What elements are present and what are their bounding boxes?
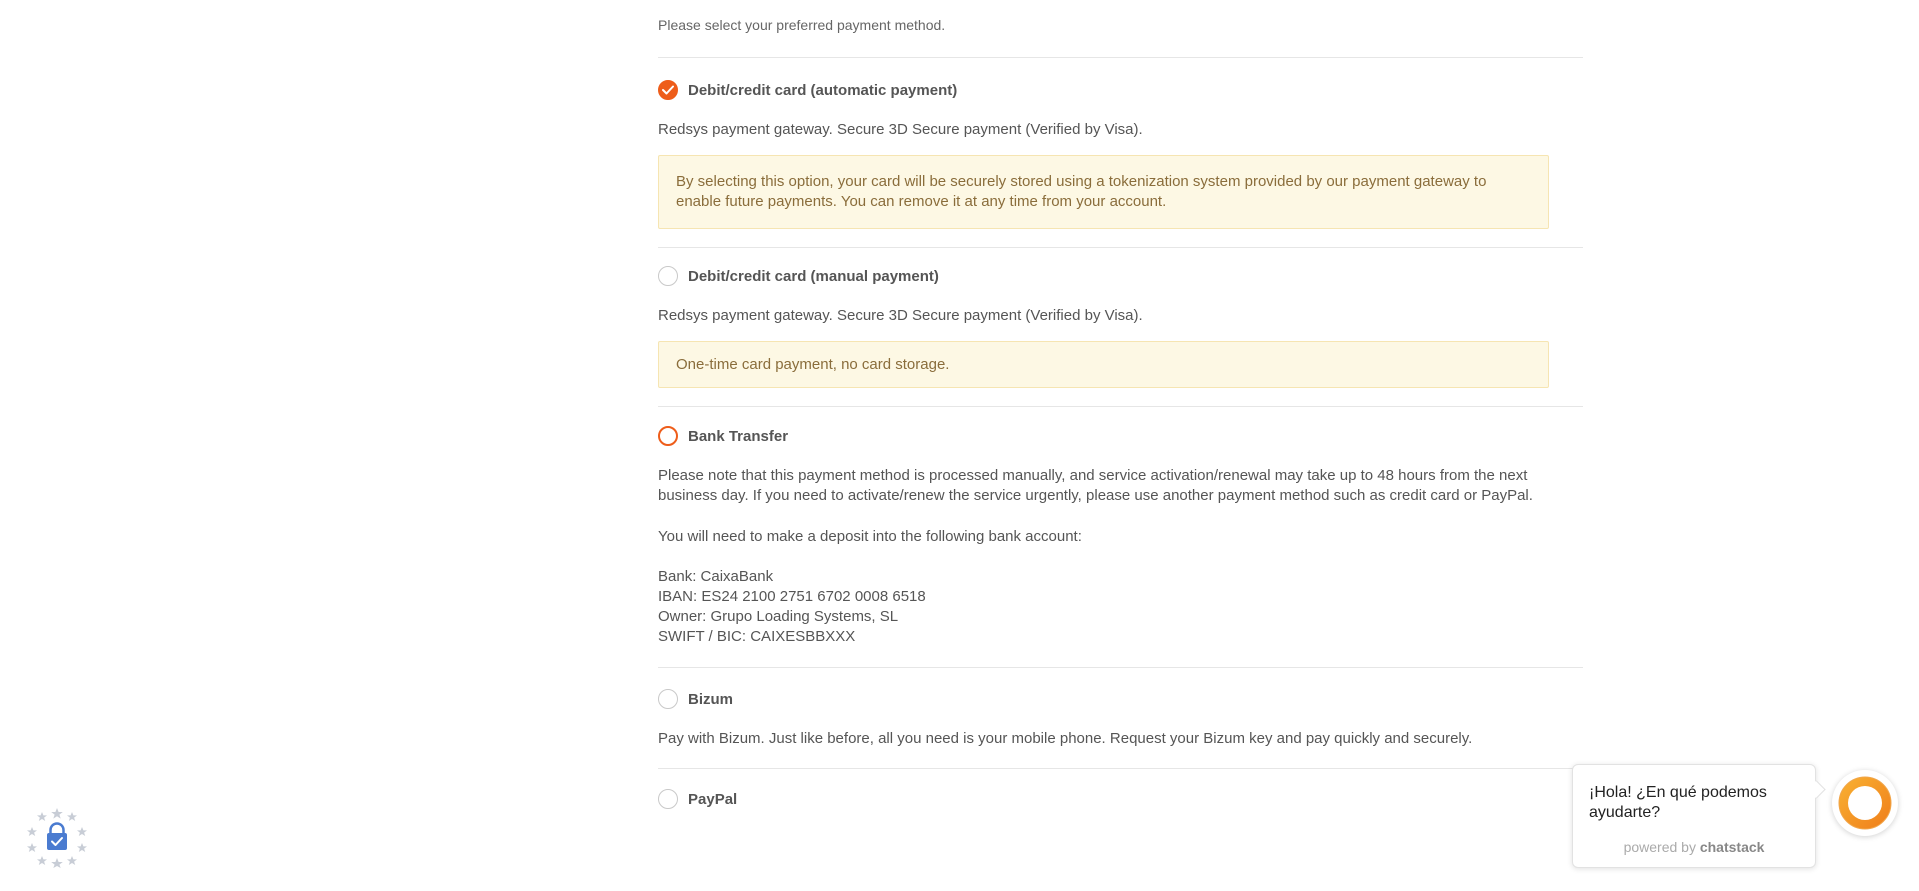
option-description: Redsys payment gateway. Secure 3D Secure payment (Verified by Visa). <box>658 307 1143 324</box>
bank-name: Bank: CaixaBank <box>658 568 774 585</box>
secure-lock-stars-icon <box>26 806 88 868</box>
payment-option-card-automatic-selector[interactable] <box>658 76 1583 104</box>
payment-option-bizum <box>658 668 1583 769</box>
payment-option-card-manual-selector[interactable] <box>658 262 1583 290</box>
option-notice: One-time card payment, no card storage. <box>658 341 1549 388</box>
bank-owner: Owner: Grupo Loading Systems, SL <box>658 608 899 625</box>
deposit-intro-text: You will need to make a deposit into the following bank account: <box>658 528 1082 545</box>
payment-option-bank-transfer-selector[interactable] <box>658 422 1583 450</box>
chat-greeting-bubble[interactable] <box>1572 764 1816 868</box>
option-title: Debit/credit card (automatic payment) <box>688 81 958 99</box>
payment-option-bank-transfer <box>658 407 1583 668</box>
bank-iban: IBAN: ES24 2100 2751 6702 0008 6518 <box>658 588 926 605</box>
bank-account-details <box>658 567 1583 647</box>
option-title: Bank Transfer <box>688 427 789 445</box>
radio-paypal[interactable] <box>658 789 678 809</box>
radio-card-manual[interactable] <box>658 266 678 286</box>
chat-greeting-text: ¡Hola! ¿En qué podemos ayudarte? <box>1589 784 1767 821</box>
payment-option-paypal <box>658 769 1583 813</box>
payment-intro-text: Please select your preferred payment method. <box>658 17 1583 58</box>
option-title: Bizum <box>688 690 733 708</box>
payment-option-bizum-selector[interactable] <box>658 685 1583 713</box>
check-icon <box>662 85 674 95</box>
chat-powered-brand: chatstack <box>1699 839 1765 855</box>
option-notice: By selecting this option, your card will be securely stored using a tokenization system provided by our payment gateway to enable future payments. You can remove it at any time from your account. <box>658 155 1549 229</box>
radio-bank-transfer[interactable] <box>658 426 678 446</box>
radio-bizum[interactable] <box>658 689 678 709</box>
payment-option-card-manual <box>658 248 1583 407</box>
chat-powered-by <box>1573 839 1815 855</box>
payment-method-section <box>658 0 1583 813</box>
option-description: Pay with Bizum. Just like before, all you need is your mobile phone. Request your Bizum key and pay quickly and securely. <box>658 730 1473 747</box>
chat-powered-prefix: powered by <box>1623 839 1696 855</box>
payment-option-card-automatic <box>658 58 1583 248</box>
option-description: Please note that this payment method is processed manually, and service activation/renewal may take up to 48 hours from the next business day. If you need to activate/renew the service urgently, please use another payment method such as credit card or PayPal. <box>658 467 1533 504</box>
option-description: Redsys payment gateway. Secure 3D Secure payment (Verified by Visa). <box>658 121 1143 138</box>
chat-launcher-button[interactable] <box>1832 770 1898 836</box>
chat-ring-icon <box>1836 774 1894 832</box>
bank-swift: SWIFT / BIC: CAIXESBBXXX <box>658 628 856 645</box>
option-title: Debit/credit card (manual payment) <box>688 267 939 285</box>
option-title: PayPal <box>688 790 738 808</box>
radio-card-automatic[interactable] <box>658 80 678 100</box>
secure-seal[interactable] <box>26 806 88 868</box>
payment-option-paypal-selector[interactable] <box>658 785 1583 813</box>
